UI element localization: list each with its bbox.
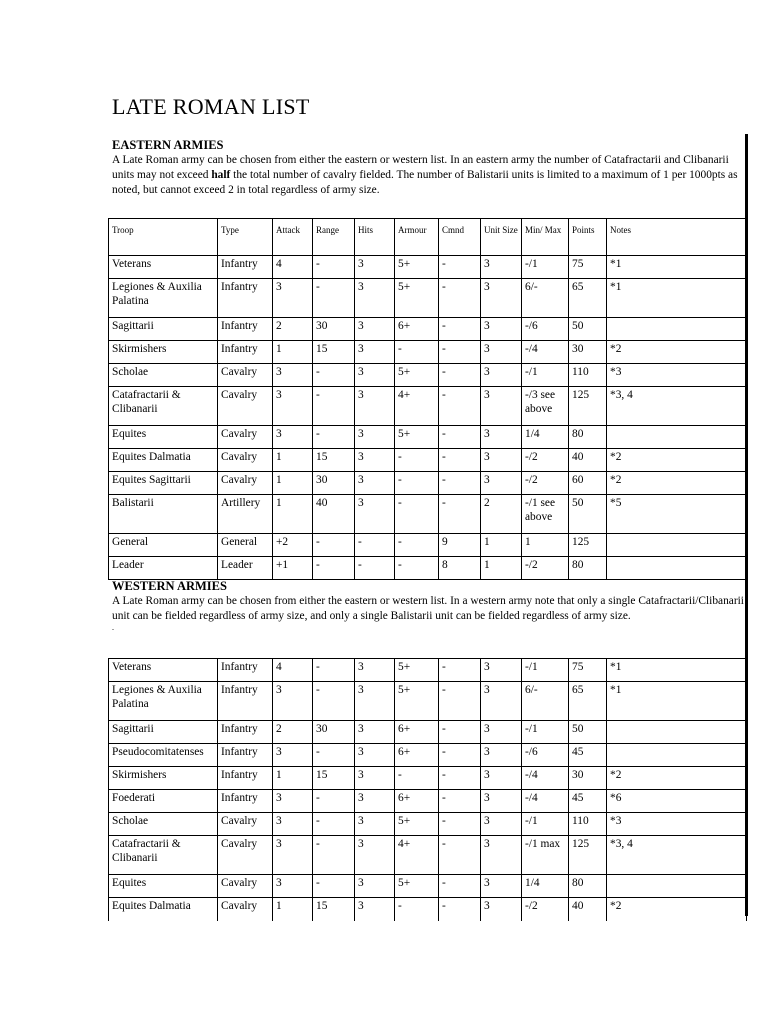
table-cell: Leader	[218, 557, 273, 580]
table-cell: 3	[481, 813, 522, 836]
table-cell: 3	[481, 318, 522, 341]
table-cell: -	[439, 318, 481, 341]
table-cell: 125	[569, 387, 607, 426]
table-row	[109, 659, 747, 682]
column-header: Notes	[607, 219, 747, 256]
table-cell: 5+	[395, 682, 439, 721]
column-header: Min/ Max	[522, 219, 569, 256]
eastern-section	[112, 138, 746, 198]
table-cell: 6+	[395, 790, 439, 813]
table-cell	[607, 426, 747, 449]
table-cell: -	[313, 790, 355, 813]
table-cell: Equites	[109, 875, 218, 898]
table-row	[109, 721, 747, 744]
column-header: Armour	[395, 219, 439, 256]
table-cell: 3	[481, 426, 522, 449]
table-cell: 125	[569, 534, 607, 557]
table-cell: +2	[273, 534, 313, 557]
table-cell: 3	[355, 426, 395, 449]
table-cell: 30	[313, 472, 355, 495]
table-cell: 75	[569, 659, 607, 682]
table-cell: 65	[569, 279, 607, 318]
page-title: LATE ROMAN LIST	[112, 94, 310, 119]
table-cell: 5+	[395, 364, 439, 387]
table-cell: *3, 4	[607, 387, 747, 426]
column-header: Cmnd	[439, 219, 481, 256]
eastern-description	[112, 153, 746, 198]
table-cell: Infantry	[218, 721, 273, 744]
table-cell: 45	[569, 790, 607, 813]
table-cell: -	[313, 659, 355, 682]
table-cell	[607, 721, 747, 744]
table-cell: Infantry	[218, 744, 273, 767]
table-row	[109, 318, 747, 341]
table-cell: 3	[355, 318, 395, 341]
table-cell: 3	[355, 813, 395, 836]
table-row	[109, 790, 747, 813]
table-cell: Infantry	[218, 682, 273, 721]
table-cell: Infantry	[218, 767, 273, 790]
table-cell: Equites Dalmatia	[109, 449, 218, 472]
table-cell: 80	[569, 426, 607, 449]
table-cell: -/1	[522, 256, 569, 279]
table-cell: -	[395, 472, 439, 495]
table-cell: -	[313, 256, 355, 279]
table-cell: 4	[273, 659, 313, 682]
table-cell: -	[439, 682, 481, 721]
table-cell: -	[395, 557, 439, 580]
table-cell: 3	[481, 898, 522, 921]
table-cell: Scholae	[109, 813, 218, 836]
table-cell: 3	[481, 767, 522, 790]
eastern-heading: EASTERN ARMIES	[112, 138, 224, 152]
table-cell: Infantry	[218, 318, 273, 341]
table-cell: 50	[569, 318, 607, 341]
table-cell: 2	[273, 721, 313, 744]
table-cell: -	[355, 557, 395, 580]
table-cell: 3	[355, 875, 395, 898]
table-cell: 6+	[395, 318, 439, 341]
table-cell: 1/4	[522, 875, 569, 898]
table-cell: 40	[569, 898, 607, 921]
table-cell: *2	[607, 898, 747, 921]
table-cell: 3	[355, 721, 395, 744]
table-cell: 3	[481, 449, 522, 472]
table-row	[109, 898, 747, 921]
table-cell: 5+	[395, 813, 439, 836]
table-cell: 3	[355, 898, 395, 921]
table-cell: Cavalry	[218, 898, 273, 921]
table-cell: -	[313, 534, 355, 557]
table-cell: -	[395, 449, 439, 472]
table-cell: -	[439, 836, 481, 875]
stray-dot: .	[112, 623, 114, 632]
table-cell: -	[439, 767, 481, 790]
table-cell: Infantry	[218, 341, 273, 364]
table-cell: 3	[355, 472, 395, 495]
table-cell: -	[395, 898, 439, 921]
table-cell: 3	[273, 279, 313, 318]
table-row	[109, 387, 747, 426]
table-cell: 15	[313, 341, 355, 364]
table-cell: Cavalry	[218, 426, 273, 449]
table-cell: 1	[481, 557, 522, 580]
table-cell: -	[439, 426, 481, 449]
table-cell: -/1	[522, 813, 569, 836]
table-row	[109, 875, 747, 898]
table-cell: -/1 see above	[522, 495, 569, 534]
table-cell: +1	[273, 557, 313, 580]
table-cell: Cavalry	[218, 875, 273, 898]
table-cell: 3	[481, 256, 522, 279]
table-cell: Skirmishers	[109, 341, 218, 364]
table-cell: 2	[481, 495, 522, 534]
table-cell: -	[439, 279, 481, 318]
table-cell: 3	[273, 813, 313, 836]
table-cell: 3	[355, 341, 395, 364]
table-cell: -	[395, 341, 439, 364]
table-cell	[607, 744, 747, 767]
table-cell: *1	[607, 279, 747, 318]
table-cell: -	[439, 449, 481, 472]
table-cell: Catafractarii & Clibanarii	[109, 836, 218, 875]
table-cell: 3	[273, 682, 313, 721]
table-row	[109, 557, 747, 580]
table-cell: -/1	[522, 721, 569, 744]
table-cell: *6	[607, 790, 747, 813]
table-cell: -	[439, 744, 481, 767]
table-cell: 30	[569, 341, 607, 364]
table-cell: 4	[273, 256, 313, 279]
table-cell: -	[439, 898, 481, 921]
eastern-troop-table	[108, 218, 747, 580]
table-cell: -	[439, 472, 481, 495]
table-cell: 3	[355, 659, 395, 682]
table-cell: 6/-	[522, 279, 569, 318]
table-cell: Sagittarii	[109, 721, 218, 744]
western-section	[112, 579, 746, 632]
table-cell: 75	[569, 256, 607, 279]
table-cell: Cavalry	[218, 364, 273, 387]
table-cell: General	[218, 534, 273, 557]
table-cell: *1	[607, 659, 747, 682]
table-cell: 3	[481, 472, 522, 495]
eastern-description-end: the total number of cavalry fielded. The number of Balistarii units is limited to a maximum of 1 per 1000pts as noted, but cannot exceed 2 in total regardless of army size.	[112, 169, 738, 196]
table-row	[109, 449, 747, 472]
table-cell: 3	[481, 721, 522, 744]
table-cell: 125	[569, 836, 607, 875]
table-cell: Equites Sagittarii	[109, 472, 218, 495]
column-header: Hits	[355, 219, 395, 256]
table-cell: Pseudocomitatenses	[109, 744, 218, 767]
table-cell: 30	[313, 721, 355, 744]
table-cell: 3	[481, 790, 522, 813]
table-cell: 1	[481, 534, 522, 557]
table-cell: Artillery	[218, 495, 273, 534]
table-cell: -	[439, 790, 481, 813]
table-cell: 3	[355, 682, 395, 721]
table-cell: *2	[607, 341, 747, 364]
column-header: Troop	[109, 219, 218, 256]
table-row	[109, 836, 747, 875]
table-cell: 15	[313, 449, 355, 472]
table-cell: -/4	[522, 767, 569, 790]
table-cell: -	[313, 426, 355, 449]
table-cell: -	[439, 341, 481, 364]
table-cell: Leader	[109, 557, 218, 580]
table-cell: 3	[481, 875, 522, 898]
table-cell: -	[313, 744, 355, 767]
table-row	[109, 682, 747, 721]
table-row	[109, 426, 747, 449]
table-cell	[607, 318, 747, 341]
table-cell: *2	[607, 472, 747, 495]
table-cell: 1	[522, 534, 569, 557]
table-cell: 3	[355, 767, 395, 790]
table-cell: *2	[607, 449, 747, 472]
table-cell: -	[355, 534, 395, 557]
table-row	[109, 767, 747, 790]
table-cell: Infantry	[218, 256, 273, 279]
table-cell: -/1 max	[522, 836, 569, 875]
table-cell: 1	[273, 472, 313, 495]
table-cell: 3	[355, 387, 395, 426]
table-cell: Cavalry	[218, 449, 273, 472]
table-cell: 3	[273, 364, 313, 387]
table-cell: -/4	[522, 790, 569, 813]
table-row	[109, 813, 747, 836]
table-cell: *1	[607, 256, 747, 279]
table-cell: 5+	[395, 659, 439, 682]
table-cell: 3	[481, 279, 522, 318]
table-cell: Equites Dalmatia	[109, 898, 218, 921]
table-cell: 110	[569, 813, 607, 836]
table-cell: 6/-	[522, 682, 569, 721]
table-cell: -/2	[522, 557, 569, 580]
table-cell: -	[313, 279, 355, 318]
table-cell: -	[439, 659, 481, 682]
table-cell: 5+	[395, 875, 439, 898]
table-cell: 8	[439, 557, 481, 580]
table-cell: -	[313, 387, 355, 426]
table-cell: Equites	[109, 426, 218, 449]
table-cell: 3	[481, 659, 522, 682]
table-cell: Cavalry	[218, 387, 273, 426]
column-header: Range	[313, 219, 355, 256]
table-cell: 45	[569, 744, 607, 767]
table-row	[109, 744, 747, 767]
table-cell: 15	[313, 898, 355, 921]
table-cell	[607, 534, 747, 557]
table-row	[109, 495, 747, 534]
table-cell: -	[439, 387, 481, 426]
table-cell: 30	[313, 318, 355, 341]
table-cell: General	[109, 534, 218, 557]
table-cell: 65	[569, 682, 607, 721]
table-cell: 1/4	[522, 426, 569, 449]
table-cell: Veterans	[109, 659, 218, 682]
table-cell: *3, 4	[607, 836, 747, 875]
table-cell: -/6	[522, 744, 569, 767]
table-cell: 3	[481, 341, 522, 364]
table-cell: Cavalry	[218, 472, 273, 495]
table-cell: 1	[273, 495, 313, 534]
table-cell: Cavalry	[218, 836, 273, 875]
table-cell: 110	[569, 364, 607, 387]
table-cell: 3	[481, 836, 522, 875]
western-troop-table	[108, 658, 747, 921]
table-cell: 1	[273, 898, 313, 921]
table-cell: -	[395, 534, 439, 557]
table-cell: -	[439, 721, 481, 744]
table-row	[109, 341, 747, 364]
table-cell: 3	[355, 449, 395, 472]
table-cell: 3	[481, 364, 522, 387]
western-description: A Late Roman army can be chosen from either the eastern or western list. In a western army note that only a single Catafractarii/Clibanarii unit can be fielded regardless of army size, and only a single Balistarii unit can be fielded regardless of army size.	[112, 595, 744, 622]
table-cell: -/1	[522, 659, 569, 682]
table-cell: -	[439, 495, 481, 534]
table-cell: 3	[481, 682, 522, 721]
table-cell: 3	[481, 387, 522, 426]
table-cell: 3	[355, 495, 395, 534]
column-header: Type	[218, 219, 273, 256]
table-cell: Skirmishers	[109, 767, 218, 790]
column-header: Attack	[273, 219, 313, 256]
table-row	[109, 256, 747, 279]
table-cell: 3	[273, 744, 313, 767]
table-cell: Sagittarii	[109, 318, 218, 341]
table-cell: 80	[569, 875, 607, 898]
table-cell: 3	[355, 790, 395, 813]
table-cell: -	[439, 364, 481, 387]
table-cell: 2	[273, 318, 313, 341]
table-cell: -/4	[522, 341, 569, 364]
table-cell: -/2	[522, 449, 569, 472]
table-cell: 9	[439, 534, 481, 557]
table-cell: -	[313, 682, 355, 721]
table-cell: 3	[273, 387, 313, 426]
table-cell: -	[395, 495, 439, 534]
table-cell: Legiones & Auxilia Palatina	[109, 682, 218, 721]
table-cell: -	[395, 767, 439, 790]
table-cell: -	[439, 256, 481, 279]
table-cell: -/2	[522, 472, 569, 495]
eastern-description-bold: half	[211, 169, 231, 181]
column-header: Points	[569, 219, 607, 256]
table-cell: 30	[569, 767, 607, 790]
table-row	[109, 279, 747, 318]
table-cell: 60	[569, 472, 607, 495]
table-cell: 6+	[395, 721, 439, 744]
table-cell: 50	[569, 721, 607, 744]
table-cell: Catafractarii & Clibanarii	[109, 387, 218, 426]
table-cell: 1	[273, 341, 313, 364]
table-header-row	[109, 219, 747, 256]
table-cell: *1	[607, 682, 747, 721]
table-cell	[607, 875, 747, 898]
eastern-description-start: A Late Roman army can be chosen from either the eastern or western list. In an eastern army the number of Catafractarii and Clibanarii units may not exceed	[112, 154, 729, 181]
table-cell: 3	[273, 836, 313, 875]
table-cell	[607, 557, 747, 580]
table-row	[109, 364, 747, 387]
table-cell: 80	[569, 557, 607, 580]
western-heading: WESTERN ARMIES	[112, 579, 227, 593]
table-cell: Infantry	[218, 279, 273, 318]
table-cell: 3	[355, 744, 395, 767]
table-cell: -	[313, 875, 355, 898]
table-cell: -/1	[522, 364, 569, 387]
table-cell: 4+	[395, 836, 439, 875]
table-cell: 4+	[395, 387, 439, 426]
table-cell: 3	[273, 875, 313, 898]
table-cell: -	[439, 875, 481, 898]
table-cell: Foederati	[109, 790, 218, 813]
table-cell: 5+	[395, 426, 439, 449]
table-cell: -/6	[522, 318, 569, 341]
table-row	[109, 534, 747, 557]
table-cell: 50	[569, 495, 607, 534]
table-cell: Cavalry	[218, 813, 273, 836]
table-cell: 5+	[395, 279, 439, 318]
table-cell: Infantry	[218, 790, 273, 813]
table-cell: Balistarii	[109, 495, 218, 534]
table-cell: 40	[313, 495, 355, 534]
table-cell: 3	[481, 744, 522, 767]
table-cell: -/2	[522, 898, 569, 921]
table-cell: 5+	[395, 256, 439, 279]
table-cell: 1	[273, 449, 313, 472]
table-cell: *3	[607, 813, 747, 836]
table-cell: Scholae	[109, 364, 218, 387]
table-cell: 3	[355, 364, 395, 387]
column-header: Unit Size	[481, 219, 522, 256]
table-cell: 1	[273, 767, 313, 790]
table-row	[109, 472, 747, 495]
table-cell: 3	[355, 279, 395, 318]
table-cell: 3	[273, 790, 313, 813]
table-cell: 3	[273, 426, 313, 449]
table-cell: *5	[607, 495, 747, 534]
table-cell: *2	[607, 767, 747, 790]
table-cell: -/3 see above	[522, 387, 569, 426]
table-cell: -	[313, 364, 355, 387]
table-cell: -	[313, 836, 355, 875]
table-cell: -	[313, 557, 355, 580]
table-cell: Infantry	[218, 659, 273, 682]
table-cell: -	[313, 813, 355, 836]
table-cell: -	[439, 813, 481, 836]
table-cell: 3	[355, 836, 395, 875]
table-cell: 3	[355, 256, 395, 279]
table-cell: Legiones & Auxilia Palatina	[109, 279, 218, 318]
table-cell: 40	[569, 449, 607, 472]
table-cell: 6+	[395, 744, 439, 767]
table-cell: 15	[313, 767, 355, 790]
table-cell: *3	[607, 364, 747, 387]
table-cell: Veterans	[109, 256, 218, 279]
